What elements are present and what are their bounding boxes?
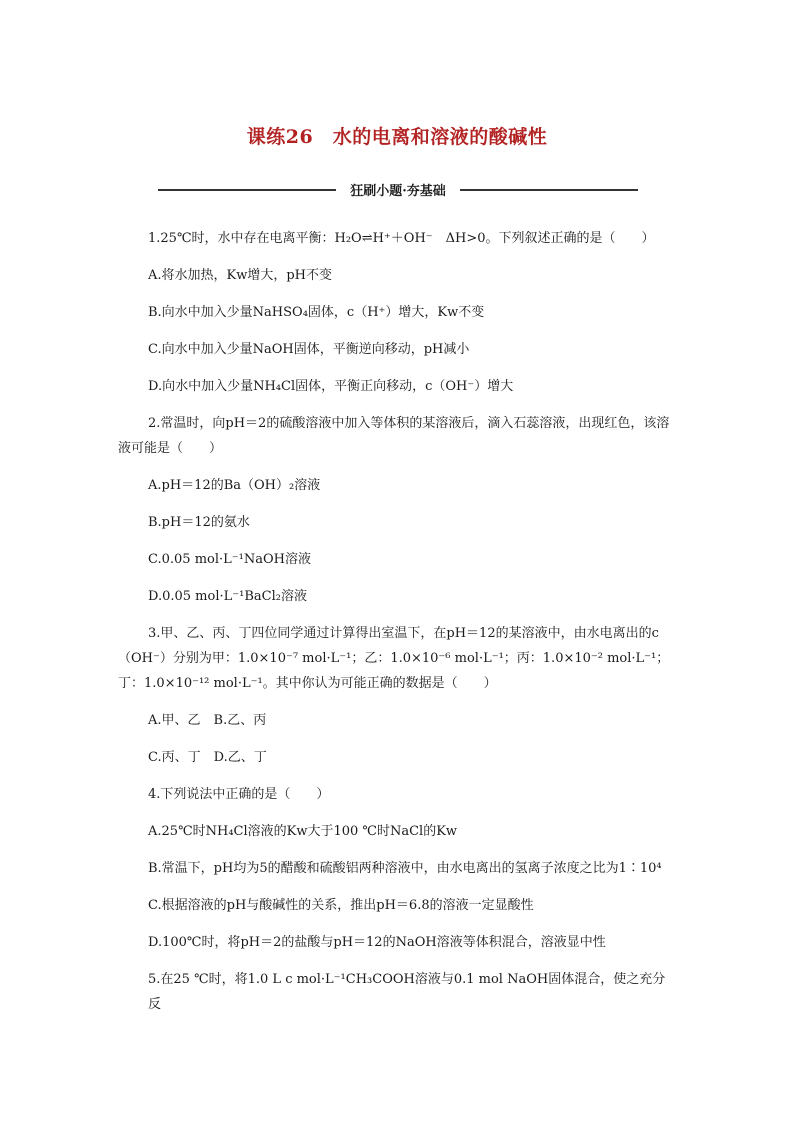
question-content: [118, 226, 678, 1017]
question-1-option-a: A.将水加热，Kw增大，pH不变: [148, 268, 333, 283]
page-title: 课练26 水的电离和溶液的酸碱性: [246, 126, 548, 148]
question-4-option-d: D.100℃时，将pH＝2的盐酸与pH＝12的NaOH溶液等体积混合，溶液显中性: [148, 935, 606, 950]
question-2-option-d: D.0.05 mol·L⁻¹BaCl₂溶液: [148, 589, 307, 604]
question-3-options-cd: C.丙、丁 D.乙、丁: [148, 750, 267, 765]
section-header: [158, 180, 638, 199]
question-2-stem: 2.常温时，向pH＝2的硫酸溶液中加入等体积的某溶液后，滴入石蕊溶液，出现红色，该溶液可能是（ ）: [118, 416, 670, 456]
question-2-option-c: C.0.05 mol·L⁻¹NaOH溶液: [148, 552, 311, 567]
question-1-option-b: B.向水中加入少量NaHSO₄固体，c（H⁺）增大，Kw不变: [148, 305, 485, 320]
question-3-options-ab: A.甲、乙 B.乙、丙: [148, 713, 267, 728]
question-4-stem: 4.下列说法中正确的是（ ）: [148, 787, 330, 802]
question-5-stem: 5.在25 ℃时，将1.0 L c mol·L⁻¹CH₃COOH溶液与0.1 mol NaOH固体混合，使之充分反: [148, 972, 666, 1012]
question-3-stem: 3.甲、乙、丙、丁四位同学通过计算得出室温下，在pH＝12的某溶液中，由水电离出的c（OH⁻）分别为甲：1.0×10⁻⁷ mol·L⁻¹；乙：1.0×10⁻⁶ mol·L⁻¹；丙：1.0×10⁻² mol·L⁻¹；丁：1.0×10⁻¹² mol·L⁻¹。其中你认为可能正确的数据是（ ）: [118, 626, 670, 691]
question-1-option-c: C.向水中加入少量NaOH固体，平衡逆向移动，pH减小: [148, 342, 470, 357]
section-rule-right: [460, 189, 638, 191]
question-4-option-a: A.25℃时NH₄Cl溶液的Kw大于100 ℃时NaCl的Kw: [148, 824, 458, 839]
section-label: 狂刷小题·夯基础: [350, 184, 446, 199]
question-2-option-a: A.pH＝12的Ba（OH）₂溶液: [148, 478, 321, 493]
question-4-option-c: C.根据溶液的pH与酸碱性的关系，推出pH＝6.8的溶液一定显酸性: [148, 898, 534, 913]
question-2-option-b: B.pH＝12的氨水: [148, 515, 250, 530]
question-4-option-b: B.常温下，pH均为5的醋酸和硫酸铝两种溶液中，由水电离出的氢离子浓度之比为1∶10⁴: [148, 861, 662, 876]
section-rule-left: [158, 189, 336, 191]
question-1-stem: 1.25℃时，水中存在电离平衡：H₂O⇌H⁺＋OH⁻ ΔH>0。下列叙述正确的是（ ）: [148, 231, 655, 246]
question-1-option-d: D.向水中加入少量NH₄Cl固体，平衡正向移动，c（OH⁻）增大: [148, 379, 514, 394]
